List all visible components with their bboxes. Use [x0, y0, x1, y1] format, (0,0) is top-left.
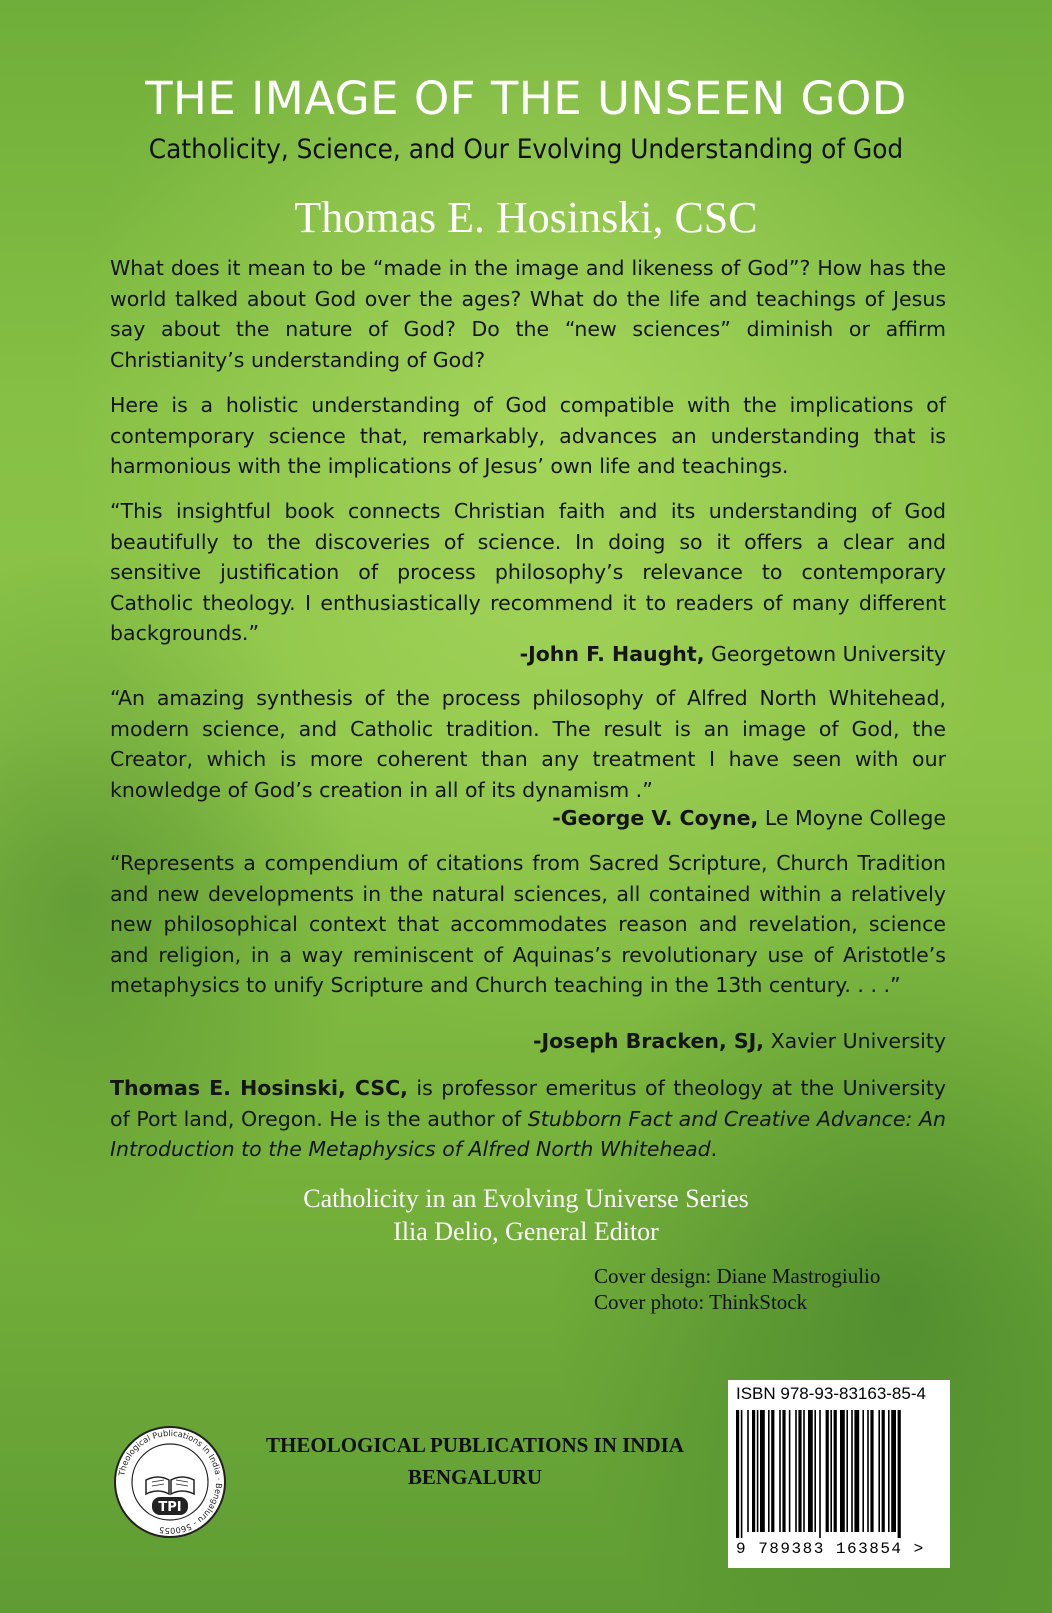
endorser-name: -John F. Haught,: [519, 642, 705, 666]
series-name: Catholicity in an Evolving Universe Series: [303, 1184, 749, 1213]
book-title: THE IMAGE OF THE UNSEEN GOD: [145, 72, 907, 125]
barcode-bar: [752, 1410, 755, 1532]
endorser-name: -George V. Coyne,: [552, 806, 759, 830]
logo-ring-text: Theological Publications in India · Bengaluru - 560055: [116, 1427, 225, 1537]
publisher-name: THEOLOGICAL PUBLICATIONS IN INDIA: [266, 1433, 684, 1457]
barcode-bar: [840, 1410, 845, 1532]
publisher-logo: [112, 1424, 228, 1540]
barcode-bar: [846, 1410, 848, 1532]
barcode-bar: [870, 1410, 873, 1532]
barcode-bar: [795, 1410, 797, 1532]
book-subtitle: Catholicity, Science, and Our Evolving Understanding of God: [148, 134, 904, 165]
barcode-bar: [882, 1410, 885, 1532]
barcode-bar: [782, 1410, 785, 1532]
book-author: Thomas E. Hosinski, CSC: [294, 193, 758, 242]
cover-photo-credit: Cover photo: ThinkStock: [594, 1290, 808, 1314]
endorsement-quote-1: “This insightful book connects Christian faith and its understanding of God beautifully to the discoveries of science. In doing so it offers a clear and sensitive justification of process philosophy’s relevance to contemporary Catholic theology. I enthusiastically recommend it to readers of many different backgrounds.”: [110, 499, 946, 645]
intro-paragraph-2: Here is a holistic understanding of God compatible with the implications of contemporary science that, remarkably, advances an understanding that is harmonious with the implications of Jesus’ own life and teachings.: [110, 393, 946, 478]
barcode-bar: [814, 1410, 816, 1532]
barcode-bar: [888, 1410, 890, 1532]
barcode-bar: [808, 1410, 813, 1532]
barcode-bar: [878, 1410, 880, 1532]
barcode-bar: [851, 1410, 853, 1532]
endorser-name: -Joseph Bracken, SJ,: [532, 1029, 765, 1053]
barcode-bar: [736, 1410, 739, 1538]
isbn-number: ISBN 978-93-83163-85-4: [736, 1384, 926, 1403]
barcode-bar: [834, 1410, 837, 1532]
barcode-bars: [736, 1410, 942, 1538]
endorser-affiliation: Georgetown University: [704, 642, 946, 666]
author-bio: [110, 1073, 946, 1165]
barcode-bar: [898, 1410, 901, 1538]
isbn-barcode: [728, 1380, 950, 1568]
endorsement-attribution-2: [552, 806, 946, 830]
bio-book-title: Stubborn Fact and Creative Advance: An Introduction to the Metaphysics of Alfred North Whitehead: [110, 1106, 946, 1161]
barcode-bar: [757, 1410, 759, 1532]
bio-text: is professor emeritus of theology at the University of Port land, Oregon. He is the author of: [110, 1076, 946, 1131]
endorsement-attribution-1: [520, 642, 946, 666]
endorsement-quote-3: “Represents a compendium of citations from Sacred Scripture, Church Tradition and new developments in the natural sciences, all contained within a relatively new philosophical context that accommodates reason and revelation, science and religion, in a way reminiscent of Aquinas’s revolutionary use of Aristotle’s metaphysics to unify Scripture and Church teaching in the 13th century. . . .”: [110, 851, 946, 997]
barcode-bar: [779, 1410, 781, 1532]
cover-design-credit: Cover design: Diane Mastrogiulio: [594, 1264, 881, 1288]
barcode-bar: [830, 1410, 832, 1532]
barcode-bar: [826, 1410, 829, 1532]
barcode-digits: 9 789383 163854 >: [736, 1540, 925, 1558]
endorser-affiliation: Le Moyne College: [758, 806, 946, 830]
series-editor: Ilia Delio, General Editor: [393, 1217, 659, 1246]
intro-paragraph-1: What does it mean to be “made in the image and likeness of God”? How has the world talked about God over the ages? What do the life and teachings of Jesus say about the nature of God? Do the “new sciences” diminish or affirm Christianity’s understanding of God?: [110, 256, 946, 372]
barcode-bar: [789, 1410, 791, 1532]
endorsement-quote-2: “An amazing synthesis of the process philosophy of Alfred North Whitehead, modern science, and Catholic tradition. The result is an image of God, the Creator, which is more coherent than any treatment I have seen with our knowledge of God’s creation in all of its dynamism .”: [110, 686, 946, 802]
barcode-bar: [760, 1410, 765, 1532]
logo-initials: TPI: [158, 1500, 182, 1515]
barcode-bar: [771, 1410, 774, 1532]
barcode-bar: [862, 1410, 864, 1532]
barcode-bar: [798, 1410, 801, 1532]
endorsement-attribution-3: [533, 1029, 946, 1053]
barcode-bar: [891, 1410, 896, 1532]
publisher-city: BENGALURU: [407, 1465, 543, 1489]
barcode-bar: [768, 1410, 770, 1532]
barcode-bar: [854, 1410, 859, 1532]
bio-end: .: [710, 1137, 718, 1161]
bio-author-name: Thomas E. Hosinski, CSC,: [110, 1076, 408, 1100]
barcode-bar: [803, 1410, 805, 1532]
barcode-bar: [747, 1410, 749, 1532]
barcode-bar: [741, 1410, 743, 1538]
endorser-affiliation: Xavier University: [764, 1029, 946, 1053]
barcode-bar: [867, 1410, 869, 1532]
barcode-bar: [819, 1410, 821, 1538]
